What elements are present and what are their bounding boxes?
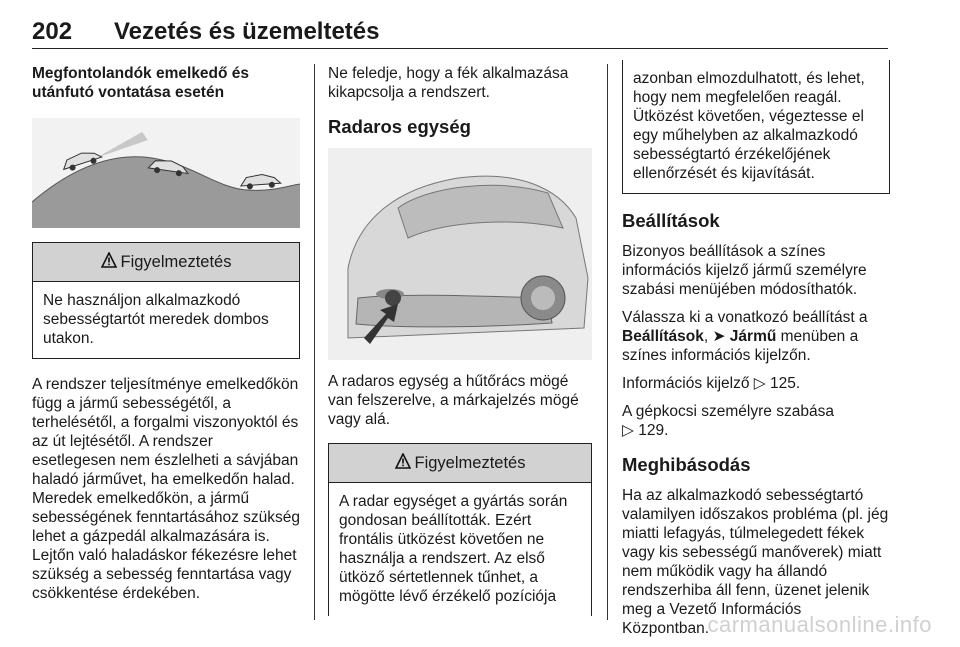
- body-paragraph: Bizonyos beállítások a színes információs kijelző jármű személyre szabási menüjében módosíthatók.: [622, 243, 867, 298]
- reference-page: 125.: [765, 375, 801, 392]
- warning-title: Figyelmeztetés: [120, 252, 232, 271]
- section-heading: Megfontolandók emelkedő és utánfutó vontatása esetén: [32, 65, 250, 101]
- reference-text: Információs kijelző: [622, 375, 754, 392]
- warning-text: A radar egységet a gyártás során gondosan beállították. Ezért frontális ütközést követően ne használja a rendszert. Az első ütköző sértetlennek tűnhet, a mögötte lévő érzékelő pozíciója: [339, 493, 568, 605]
- warning-box: [328, 443, 592, 616]
- watermark: carmanualsonline.info: [707, 612, 932, 637]
- section-heading: Radaros egység: [328, 116, 471, 137]
- body-paragraph: Ne feledje, hogy a fék alkalmazása kikapcsolja a rendszert.: [328, 65, 569, 101]
- warning-box-continued: [622, 60, 890, 194]
- warning-triangle-icon: [101, 252, 117, 273]
- warning-text: Ne használjon alkalmazkodó sebességtartót meredek dombos utakon.: [43, 292, 269, 347]
- menu-name: Jármű: [729, 328, 777, 345]
- page-number: 202: [32, 18, 73, 45]
- page-ref-icon: ▷: [753, 375, 766, 392]
- text-run: Válassza ki a vonatkozó beállítást a: [622, 309, 868, 326]
- column-divider: [314, 64, 315, 620]
- column-1: [32, 64, 300, 612]
- cross-reference: [622, 402, 890, 440]
- cross-reference: [622, 374, 890, 393]
- warning-title: Figyelmeztetés: [414, 453, 526, 472]
- body-paragraph: [622, 308, 890, 365]
- radar-unit-car-image: [328, 148, 592, 360]
- section-heading: Beállítások: [622, 210, 720, 231]
- body-paragraph: A radaros egység a hűtőrács mögé van felszerelve, a márkajelzés mögé vagy alá.: [328, 373, 579, 428]
- page-header: [32, 14, 888, 49]
- page-title: Vezetés és üzemeltetés: [114, 18, 380, 45]
- text-run: ,: [703, 328, 713, 345]
- body-paragraph: Ha az alkalmazkodó sebességtartó valamilyen időszakos probléma (pl. jég miatti lefagyás, túlmelegedett fékek vagy kis sebességű manőverek) miatt nem működik vagy ha állandó rendszerhiba áll fenn, üzenet jelenik meg a Vezető Információs Központban.: [622, 487, 889, 637]
- warning-text: azonban elmozdulhatott, és lehet, hogy nem megfelelően reagál. Ütközést követően, végeztesse el egy műhelyben az alkalmazkodó sebességtartó érzékelőjének ellenőrzését és kijavítását.: [633, 70, 865, 182]
- warning-triangle-icon: [395, 453, 411, 474]
- menu-name: Beállítások: [622, 328, 704, 345]
- body-paragraph: A rendszer teljesítménye emelkedőkön függ a jármű sebességétől, a terhelésétől, a forgalmi viszonyoktól és az út lejtésétől. A rendszer esetlegesen nem észlelheti a sávjában haladó járművet, ha emelkedőn halad. Meredek emelkedőkön, a jármű sebességének fenntartásához szükség lehet a gázpedál alkalmazására is. Lejtőn való haladáskor fékezésre lehet szükség a sebesség fenntartása vagy csökkentése érdekében.: [32, 376, 300, 602]
- reference-page: 129.: [633, 422, 669, 439]
- section-heading: Meghibásodás: [622, 454, 751, 475]
- warning-header: [329, 444, 591, 483]
- arrow-right-icon: ➤: [712, 328, 726, 345]
- column-3: [622, 64, 890, 647]
- page-ref-icon: ▷: [622, 422, 634, 439]
- warning-box: [32, 242, 300, 359]
- hill-driving-illustration: [32, 118, 300, 228]
- warning-header: [33, 243, 299, 282]
- text-run: menüben a színes információs kijelzőn.: [622, 328, 859, 364]
- reference-text: A gépkocsi személyre szabása: [622, 403, 834, 420]
- column-2: [328, 64, 592, 632]
- column-divider: [607, 64, 608, 620]
